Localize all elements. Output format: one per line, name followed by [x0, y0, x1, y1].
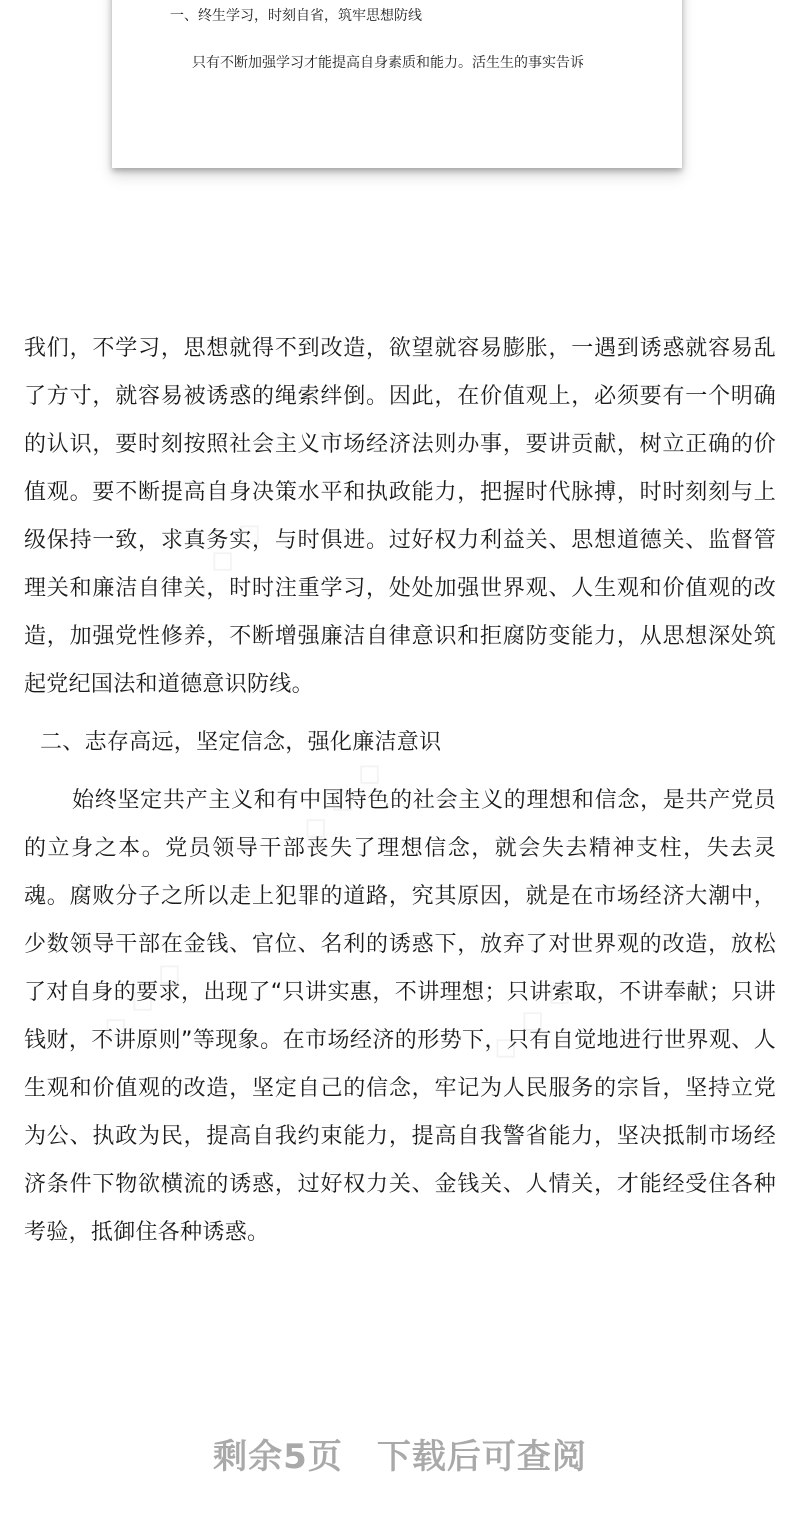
remaining-pages-label[interactable]: 剩余5页	[213, 1437, 343, 1477]
download-prompt[interactable]	[0, 1432, 800, 1482]
document-page-preview	[112, 0, 682, 168]
watermark-icon: ◇ ◇ ◇	[90, 949, 192, 1051]
download-hint-label[interactable]: 下载后可查阅	[376, 1437, 587, 1477]
body-paragraph-1: 我们，不学习，思想就得不到改造，欲望就容易膨胀，一遇到诱惑就容易乱了方寸，就容易被诱惑的绳索绊倒。因此，在价值观上，必须要有一个明确的认识，要时刻按照社会主义市场经济法则办事，要讲贡献，树立正确的价值观。要不断提高自身决策水平和执政能力，把握时代脉搏，时时刻刻与上级保持一致，求真务实，与时俱进。过好权力利益关、思想道德关、监督管理关和廉洁自律关，时时注重学习，处处加强世界观、人生观和价值观的改造，加强党性修养，不断增强廉洁自律意识和拒腐防变能力，从思想深处筑起党纪国法和道德意识防线。	[24, 336, 776, 697]
section-heading-2: 二、志存高远，坚定信念，强化廉洁意识	[40, 730, 442, 755]
watermark-icon: ◇ ◇ ◇	[290, 749, 392, 851]
body-paragraph-2: 始终坚定共产主义和有中国特色的社会主义的理想和信念，是共产党员的立身之本。党员领导干部丧失了理想信念，就会失去精神支柱，失去灵魂。腐败分子之所以走上犯罪的道路，究其原因，就是在市场经济大潮中，少数领导干部在金钱、官位、名利的诱惑下，放弃了对世界观的改造，放松了对自身的要求，出现了“只讲实惠，不讲理想；只讲索取，不讲奉献；只讲钱财，不讲原则”等现象。在市场经济的形势下，只有自觉地进行世界观、人生观和价值观的改造，坚定自己的信念，牢记为人民服务的宗旨，坚持立党为公、执政为民，提高自我约束能力，提高自我警省能力，坚决抵制市场经济条件下物欲横流的诱惑，过好权力关、金钱关、人情关，才能经受住各种考验，抵御住各种诱惑。	[24, 788, 776, 1245]
preview-section-heading: 一、终生学习，时刻自省，筑牢思想防线	[170, 8, 422, 24]
watermark-icon: ◇ ◇ ◇	[480, 969, 582, 1071]
preview-text-line: 只有不断加强学习才能提高自身素质和能力。活生生的事实告诉	[192, 55, 584, 71]
watermark-icon: ◇ ◇ ◇	[170, 509, 272, 611]
document-body	[24, 325, 776, 1257]
